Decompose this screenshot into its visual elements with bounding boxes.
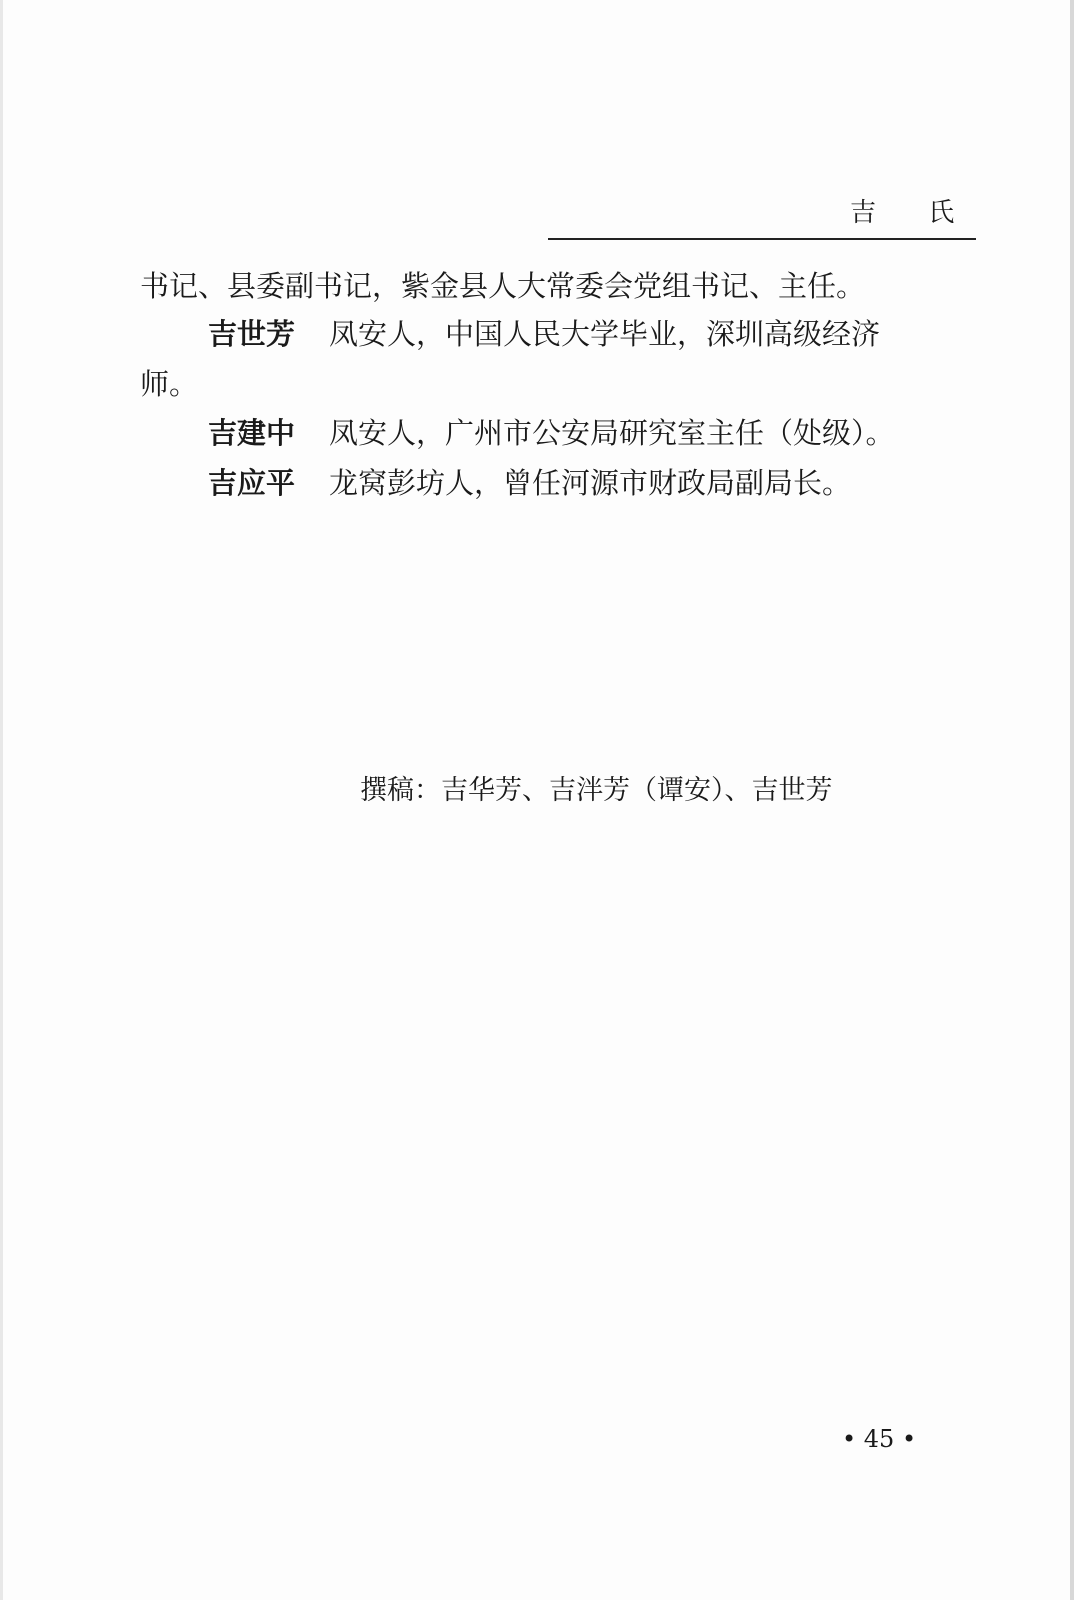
page-number: • 45 •	[842, 1425, 917, 1453]
entry-name: 吉建中	[208, 416, 296, 450]
entry-text: 凤安人，中国人民大学毕业，深圳高级经济	[329, 317, 881, 351]
author-credit: 撰稿：吉华芳、吉泮芳（谭安）、吉世芳	[360, 775, 833, 806]
entry-text: 龙窝彭坊人，曾任河源市财政局副局长。	[329, 466, 852, 500]
entry-text: 凤安人，广州市公安局研究室主任（处级）。	[329, 416, 895, 450]
entry-ji-jianzhong	[208, 413, 895, 453]
entry-ji-shifang	[208, 314, 880, 354]
header-rule	[548, 238, 976, 240]
entry-name: 吉世芳	[208, 317, 296, 351]
scan-edge-left	[0, 0, 3, 1600]
paragraph-continuation	[140, 266, 865, 306]
paragraph-text: 书记、县委副书记，紫金县人大常委会党组书记、主任。	[140, 269, 866, 303]
running-head: 吉 氏	[850, 198, 977, 228]
entry-ji-shifang-continuation	[140, 364, 198, 404]
entry-ji-yingping	[208, 463, 851, 503]
entry-name: 吉应平	[208, 466, 296, 500]
entry-text: 师。	[140, 367, 199, 401]
scan-edge-right	[1070, 0, 1074, 1600]
